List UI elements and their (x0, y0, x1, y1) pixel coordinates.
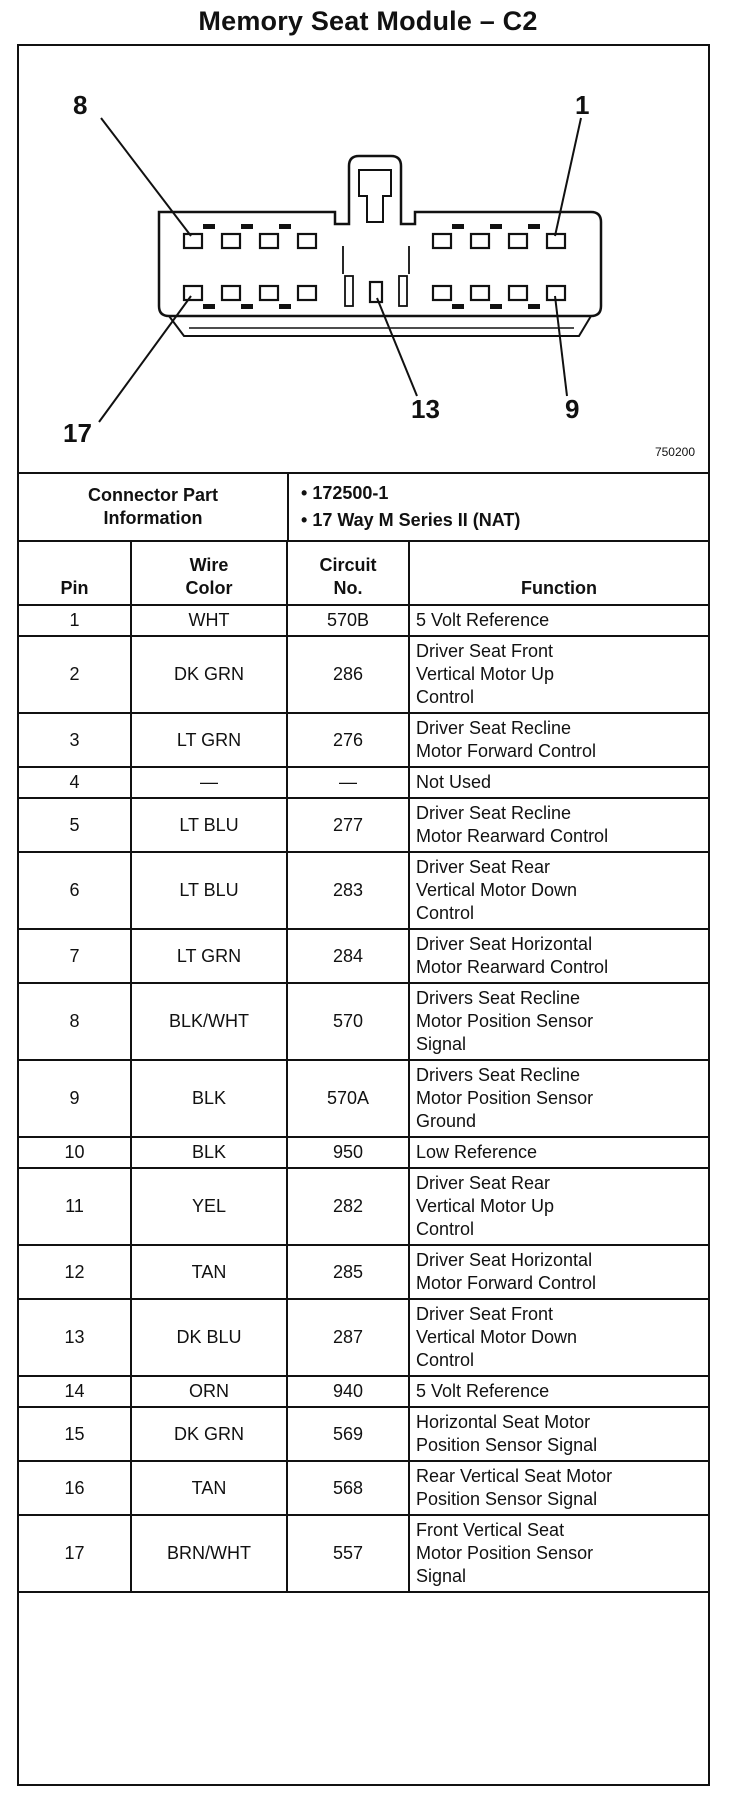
circuit-cell: 568 (287, 1461, 409, 1515)
function-line: Control (416, 687, 475, 707)
wire-color-cell: BLK/WHT (131, 983, 287, 1060)
top-row-cavities (184, 234, 565, 248)
function-line: Rear Vertical Seat Motor (416, 1466, 613, 1486)
bottom-row-cavities (184, 282, 565, 302)
function-line: Drivers Seat Recline (416, 1065, 581, 1085)
function-line: Driver Seat Recline (416, 718, 572, 738)
connector-label-line-1: Connector Part (87, 485, 219, 505)
function-line: Vertical Motor Up (416, 1196, 555, 1216)
pin-cell: 6 (19, 852, 131, 929)
connector-sheet (17, 44, 710, 1786)
function-cell (409, 713, 708, 767)
pin-cell: 2 (19, 636, 131, 713)
pin-cell: 17 (19, 1515, 131, 1592)
function-cell (409, 1299, 708, 1376)
pin-cell: 12 (19, 1245, 131, 1299)
circuit-cell: 283 (287, 852, 409, 929)
wire-color-cell: DK GRN (131, 636, 287, 713)
callout-8: 8 (73, 90, 88, 120)
function-line: Low Reference (416, 1142, 538, 1162)
function-line: Ground (416, 1111, 477, 1131)
circuit-cell: 570 (287, 983, 409, 1060)
table-row (19, 1299, 708, 1376)
circuit-cell: 287 (287, 1299, 409, 1376)
pin-cell: 10 (19, 1137, 131, 1168)
top-row-latches (203, 224, 540, 229)
wire-color-cell: YEL (131, 1168, 287, 1245)
function-cell (409, 1245, 708, 1299)
pin-cell: 11 (19, 1168, 131, 1245)
table-row (19, 1245, 708, 1299)
circuit-cell: 570A (287, 1060, 409, 1137)
function-line: Drivers Seat Recline (416, 988, 581, 1008)
function-cell (409, 605, 708, 636)
circuit-cell: 286 (287, 636, 409, 713)
function-line: Control (416, 1219, 475, 1239)
function-line: Motor Position Sensor (416, 1011, 594, 1031)
function-cell (409, 798, 708, 852)
wire-color-cell: LT BLU (131, 798, 287, 852)
callout-13: 13 (411, 394, 440, 424)
table-row (19, 1461, 708, 1515)
pin-cell: 7 (19, 929, 131, 983)
table-row (19, 798, 708, 852)
circuit-cell: 569 (287, 1407, 409, 1461)
function-cell (409, 1376, 708, 1407)
connector-part-info-row (19, 474, 708, 542)
connector-label-line-2: Information (103, 508, 203, 528)
header-function: Function (409, 542, 708, 605)
circuit-cell: 276 (287, 713, 409, 767)
pinout-rows (19, 605, 708, 1592)
function-cell (409, 636, 708, 713)
circuit-cell: 940 (287, 1376, 409, 1407)
pin-cell: 1 (19, 605, 131, 636)
function-line: Vertical Motor Down (416, 880, 578, 900)
function-line: Control (416, 1350, 475, 1370)
pin-cell: 5 (19, 798, 131, 852)
table-row (19, 1060, 708, 1137)
table-header-row (19, 542, 708, 605)
function-line: Driver Seat Recline (416, 803, 572, 823)
connector-skirt (169, 316, 591, 336)
pin-cell: 15 (19, 1407, 131, 1461)
wire-color-cell: LT GRN (131, 713, 287, 767)
callout-leaders (99, 118, 581, 422)
function-cell (409, 1137, 708, 1168)
circuit-cell: 950 (287, 1137, 409, 1168)
page-title: Memory Seat Module – C2 (198, 6, 538, 36)
wire-color-cell: ORN (131, 1376, 287, 1407)
function-line: Horizontal Seat Motor (416, 1412, 591, 1432)
function-line: Position Sensor Signal (416, 1435, 598, 1455)
table-row (19, 605, 708, 636)
function-line: Front Vertical Seat (416, 1520, 565, 1540)
header-wire-color: Wire Color (131, 542, 287, 605)
circuit-cell: 557 (287, 1515, 409, 1592)
function-cell (409, 852, 708, 929)
function-line: Motor Forward Control (416, 741, 597, 761)
connector-part-values (301, 480, 520, 534)
header-pin: Pin (19, 542, 131, 605)
function-cell (409, 929, 708, 983)
function-line: Driver Seat Horizontal (416, 934, 593, 954)
function-line: Driver Seat Rear (416, 1173, 551, 1193)
connector-part-number: • 172500-1 (301, 480, 520, 507)
pin-cell: 4 (19, 767, 131, 798)
connector-latch (359, 170, 391, 222)
bottom-row-latches (203, 304, 540, 309)
function-cell (409, 1060, 708, 1137)
wire-color-cell: BRN/WHT (131, 1515, 287, 1592)
function-cell (409, 1515, 708, 1592)
function-line: Motor Forward Control (416, 1273, 597, 1293)
function-line: Motor Rearward Control (416, 957, 609, 977)
wire-color-cell: LT GRN (131, 929, 287, 983)
function-cell (409, 767, 708, 798)
table-row (19, 929, 708, 983)
function-line: Driver Seat Front (416, 1304, 554, 1324)
circuit-cell: 570B (287, 605, 409, 636)
table-row (19, 1515, 708, 1592)
wire-color-cell: BLK (131, 1137, 287, 1168)
connector-face-drawing (19, 46, 708, 472)
pin-cell: 16 (19, 1461, 131, 1515)
function-cell (409, 1461, 708, 1515)
pin-cell: 13 (19, 1299, 131, 1376)
function-line: Vertical Motor Down (416, 1327, 578, 1347)
pin-cell: 8 (19, 983, 131, 1060)
wire-color-cell: LT BLU (131, 852, 287, 929)
header-circuit-no: Circuit No. (287, 542, 409, 605)
figure-number: 750200 (654, 445, 695, 459)
function-line: Driver Seat Horizontal (416, 1250, 593, 1270)
wire-color-cell: DK GRN (131, 1407, 287, 1461)
wire-color-cell: TAN (131, 1245, 287, 1299)
table-row (19, 983, 708, 1060)
pin-cell: 9 (19, 1060, 131, 1137)
function-line: Motor Position Sensor (416, 1543, 594, 1563)
function-line: 5 Volt Reference (416, 1381, 550, 1401)
table-row (19, 767, 708, 798)
connector-diagram (19, 46, 708, 474)
table-row (19, 852, 708, 929)
table-row (19, 1137, 708, 1168)
function-line: Not Used (416, 772, 492, 792)
callout-1: 1 (575, 90, 590, 120)
table-row (19, 1407, 708, 1461)
function-line: Signal (416, 1034, 467, 1054)
pin-cell: 3 (19, 713, 131, 767)
circuit-cell: 282 (287, 1168, 409, 1245)
callout-9: 9 (565, 394, 580, 424)
circuit-cell: 284 (287, 929, 409, 983)
function-line: Motor Position Sensor (416, 1088, 594, 1108)
function-line: Signal (416, 1566, 467, 1586)
pin-cell: 14 (19, 1376, 131, 1407)
function-line: 5 Volt Reference (416, 610, 550, 630)
function-cell (409, 983, 708, 1060)
wire-color-cell: DK BLU (131, 1299, 287, 1376)
wire-color-cell: WHT (131, 605, 287, 636)
table-row (19, 713, 708, 767)
function-line: Position Sensor Signal (416, 1489, 598, 1509)
table-row (19, 1168, 708, 1245)
connector-part-label (19, 474, 289, 540)
connector-part-series: • 17 Way M Series II (NAT) (301, 507, 520, 534)
circuit-cell: 285 (287, 1245, 409, 1299)
wire-color-cell: — (131, 767, 287, 798)
circuit-cell: — (287, 767, 409, 798)
function-cell (409, 1407, 708, 1461)
function-line: Driver Seat Front (416, 641, 554, 661)
function-line: Driver Seat Rear (416, 857, 551, 877)
function-cell (409, 1168, 708, 1245)
wire-color-cell: TAN (131, 1461, 287, 1515)
wire-color-cell: BLK (131, 1060, 287, 1137)
callout-17: 17 (63, 418, 92, 448)
table-row (19, 1376, 708, 1407)
function-line: Motor Rearward Control (416, 826, 609, 846)
function-line: Control (416, 903, 475, 923)
table-row (19, 636, 708, 713)
circuit-cell: 277 (287, 798, 409, 852)
function-line: Vertical Motor Up (416, 664, 555, 684)
pinout-table (19, 542, 708, 1593)
